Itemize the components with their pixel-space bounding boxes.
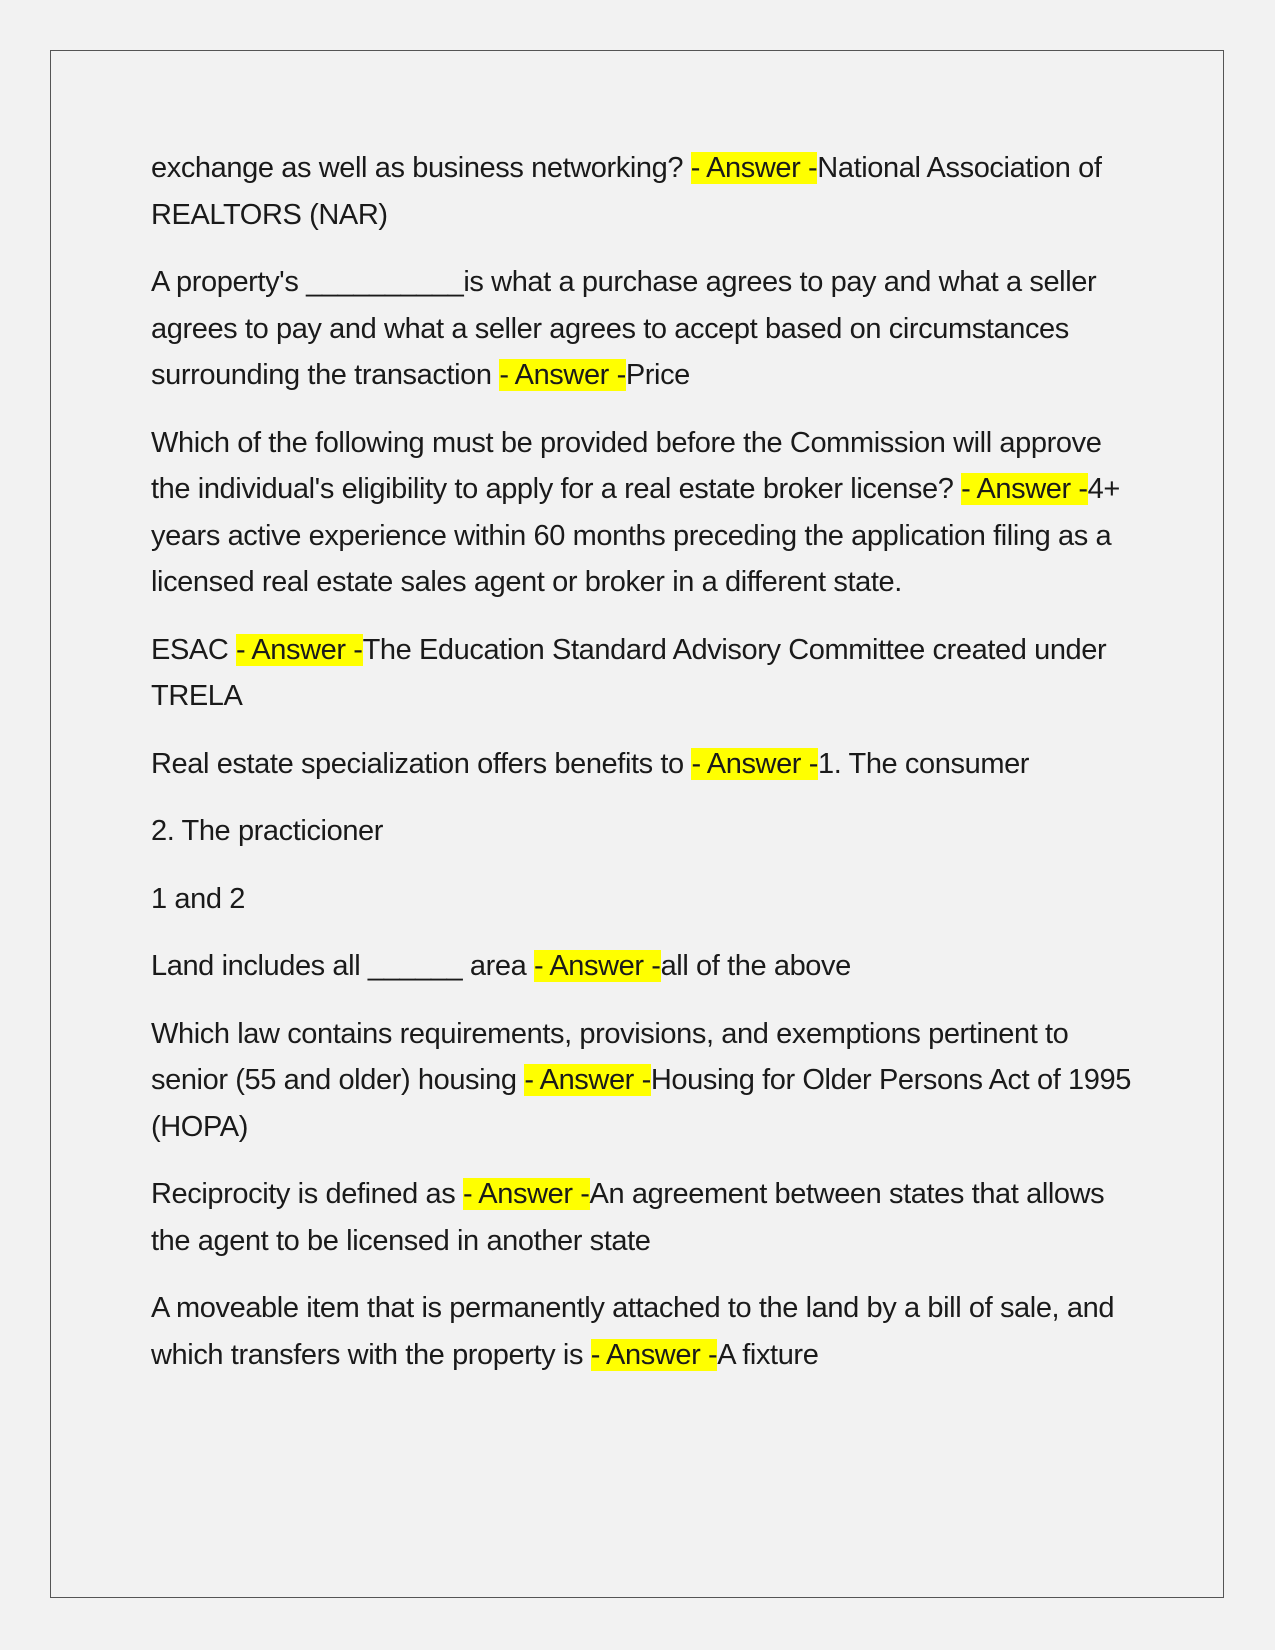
- question-text: Reciprocity is defined as: [151, 1178, 463, 1210]
- answer-marker: - Answer -: [236, 633, 363, 666]
- answer-marker: - Answer -: [499, 359, 626, 391]
- answer-text: Housing for Older Persons Act of 1995 (HOPA): [151, 1064, 1131, 1143]
- question-text: Real estate specialization offers benefits to: [151, 747, 692, 780]
- qa-entry: [151, 1011, 1136, 1151]
- qa-entry: [151, 627, 1136, 720]
- question-text: exchange as well as business networking?: [151, 152, 691, 184]
- qa-entry: [151, 943, 1136, 990]
- answer-text: 4+ years active experience within 60 months preceding the application filing as a licensed real estate sales agent or broker in a different state.: [151, 473, 1120, 598]
- document-body: [151, 145, 1136, 1399]
- answer-text: A fixture: [717, 1338, 819, 1371]
- qa-entry: [151, 420, 1136, 606]
- qa-entry: [151, 1171, 1136, 1264]
- question-text: A property's __________is what a purchase agrees to pay and what a seller agrees to pay and what a seller agrees to accept based on circumstances surrounding the transaction: [151, 266, 1097, 391]
- question-text: Which of the following must be provided before the Commission will approve the individual's eligibility to apply for a real estate broker license?: [151, 426, 1102, 505]
- answer-marker: - Answer -: [961, 473, 1088, 505]
- question-text: Land includes all ______ area: [151, 950, 535, 982]
- answer-text: Price: [625, 359, 690, 391]
- continuation-line: 1 and 2: [151, 882, 245, 915]
- question-text: ESAC: [151, 633, 237, 666]
- answer-marker: - Answer -: [462, 1178, 590, 1210]
- answer-marker: - Answer -: [690, 152, 818, 184]
- answer-marker: - Answer -: [534, 950, 661, 982]
- answer-marker: - Answer -: [524, 1064, 651, 1096]
- answer-marker: - Answer -: [691, 747, 818, 780]
- answer-text: all of the above: [660, 950, 851, 982]
- answer-text: An agreement between states that allows the agent to be licensed in another state: [151, 1178, 1105, 1257]
- qa-entry: [151, 741, 1136, 788]
- answer-marker: - Answer -: [590, 1338, 718, 1371]
- continuation-line: 2. The practicioner: [151, 815, 384, 847]
- answer-text: The Education Standard Advisory Committee created under TRELA: [151, 633, 1107, 712]
- qa-entry: [151, 1285, 1136, 1378]
- answer-text: 1. The consumer: [817, 747, 1030, 780]
- question-text: A moveable item that is permanently attached to the land by a bill of sale, and which transfers with the property is: [151, 1292, 1115, 1371]
- answer-text: National Association of REALTORS (NAR): [151, 152, 1102, 231]
- qa-entry: [151, 145, 1136, 238]
- question-text: Which law contains requirements, provisions, and exemptions pertinent to senior (55 and older) housing: [151, 1017, 1069, 1096]
- qa-entry: [151, 259, 1136, 399]
